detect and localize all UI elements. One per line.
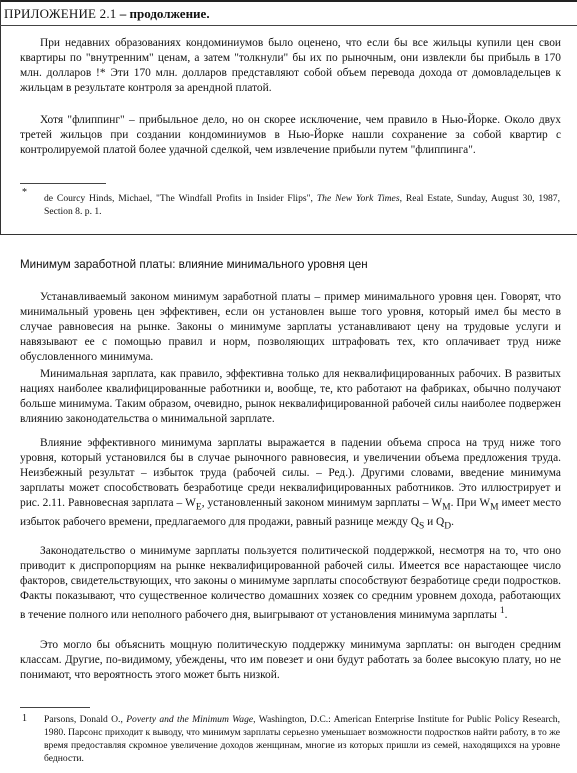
subscript-d: D [444,521,452,532]
box-paragraph-1: При недавних образованиях кондоминиумов было оценено, что если бы все жильцы купили цен свои квартиры по "внутренним" ценам, а затем "толкнули" бы их по рыночным, они извлекли бы прибыль в 170 млн. долларов !* Эти 170 млн. долларов представляют собой объем перевода дохода от домовладельцев к жильцам в результате контроля за арендной платой. [20,37,561,94]
section-paragraph-5: Это могло бы объяснить мощную политическую поддержку минимума зарплаты: он выгоден средним классам. Другие, по-видимому, убеждены, что им повезет и они будут работать за более высокую плату, но не понимают, что вероятность этого может быть низкой. [20,639,561,681]
p4-text: Законодательство о минимуме зарплаты пользуется политической поддержкой, несмотря на то, что оно приводит к диспропорциям на рынке неквалифицированной рабочей силы. Имеется все нарастающее число факторов, свидетельствующих, что законы о минимуме зарплаты способствуют безработице среди подростков. Факты показывают, что существенное количество домашних хозяек со средним уровнем дохода, работающих в течение полного или неполного рабочего дня, выигрывают от установления минимума зарплаты [20,545,561,621]
header-rule [0,25,577,26]
box-left-border [0,0,1,234]
subscript-m-2: M [490,502,499,513]
box-footnote-text: de Courcy Hinds, Michael, "The Windfall Profits in Insider Flips", [44,193,317,204]
section-paragraph-4 [20,544,561,623]
p3-text-4: имеет место избыток рабочего времени, предлагаемого для продажи, равный разнице между Q [20,497,562,529]
section-footnote-tail: , Washington, D.C.: American Enterprise Institute for Public Policy Research, 1980. Парсонс приходит к выводу, что минимум зарплаты серьезно уменьшает возможности подростков найти работу, в то же время предоставляя скромное увеличение доходов женщинам, многие из которых пришли из семей, находящихся на уровне бедности. [44,714,560,764]
subscript-e: E [195,502,202,513]
section-footnote-text: Parsons, Donald O., [44,714,127,725]
p3-text-2: , установленный законом минимум зарплаты – W [201,497,443,509]
p3-text-5: и Q [424,516,445,529]
section-footnote-mark: 1 [22,713,27,724]
section-paragraph-3 [20,436,561,535]
box-footnote [44,192,560,218]
p3-text-3: . При W [450,497,491,509]
box-footnote-source: The New York Times [316,193,400,204]
box-footnote-rule [20,183,106,184]
section-footnote [44,713,560,765]
appendix-title: ПРИЛОЖЕНИЕ 2.1 [4,6,117,21]
p4-text-end: . [504,608,508,621]
section-footnote-source: Poverty and the Minimum Wage [126,714,254,725]
box-footnote-tail: , Real Estate, Sunday, August 30, 1987, Section 8. p. 1. [44,193,560,217]
box-bottom-border [0,234,577,235]
appendix-continuation: – продолжение. [116,6,210,21]
box-footnote-mark: * [22,187,27,198]
section-footnote-rule [20,707,90,708]
footnote-ref-1: 1 [499,606,505,616]
appendix-header [4,6,564,21]
p3-text: Влияние эффективного минимума зарплаты выражается в падении объема спроса на труд ниже того уровня, который установился бы в случае рыночного равновесия, и увеличении объема предложения труда. Неизбежный результат – избыток труда (рабочей силы. – Ред.). Другими словами, введение минимума зарплаты может способствовать безработице среди неквалифицированных работников. Это иллюстрирует и рис. 2.11. Равновесная зарплата – W [20,437,561,509]
p3-text-end: . [451,516,455,529]
section-paragraph-2: Минимальная зарплата, как правило, эффективна только для неквалифицированных рабочих. В развитых нациях наиболее квалифицированные работники и, вообще, те, кто работают на фабриках, обычно получают больше минимума. Таким образом, очевидно, рынок неквалифицированной рабочей силы наиболее подвержен влиянию законодательства о минимальной зарплате. [20,368,561,425]
section-title: Минимум заработной платы: влияние минимального уровня цен [20,258,368,271]
subscript-s: S [418,521,425,532]
top-rule [0,0,577,2]
box-paragraph-2: Хотя "флиппинг" – прибыльное дело, но он скорее исключение, чем правило в Нью-Йорке. Около двух третей жильцов при создании кондоминиумов в Нью-Йорке нашли сохранение за собой квартир с контролируемой платой более удачной сделкой, чем извлечение прибыли путем "флиппинга". [20,114,561,156]
section-paragraph-1: Устанавливаемый законом минимум заработной платы – пример минимального уровня цен. Говорят, что минимальный уровень цен эффективен, если он установлен выше того уровня, который имел бы место в случае равновесия на рынке. Законы о минимуме зарплаты устанавливают цену на трудовые услуги и навязывают ее с помощью правил и норм, позволяющих штрафовать тех, кто оплачивает труд ниже обусловленного минимума. [20,291,561,363]
subscript-m: M [442,502,451,513]
